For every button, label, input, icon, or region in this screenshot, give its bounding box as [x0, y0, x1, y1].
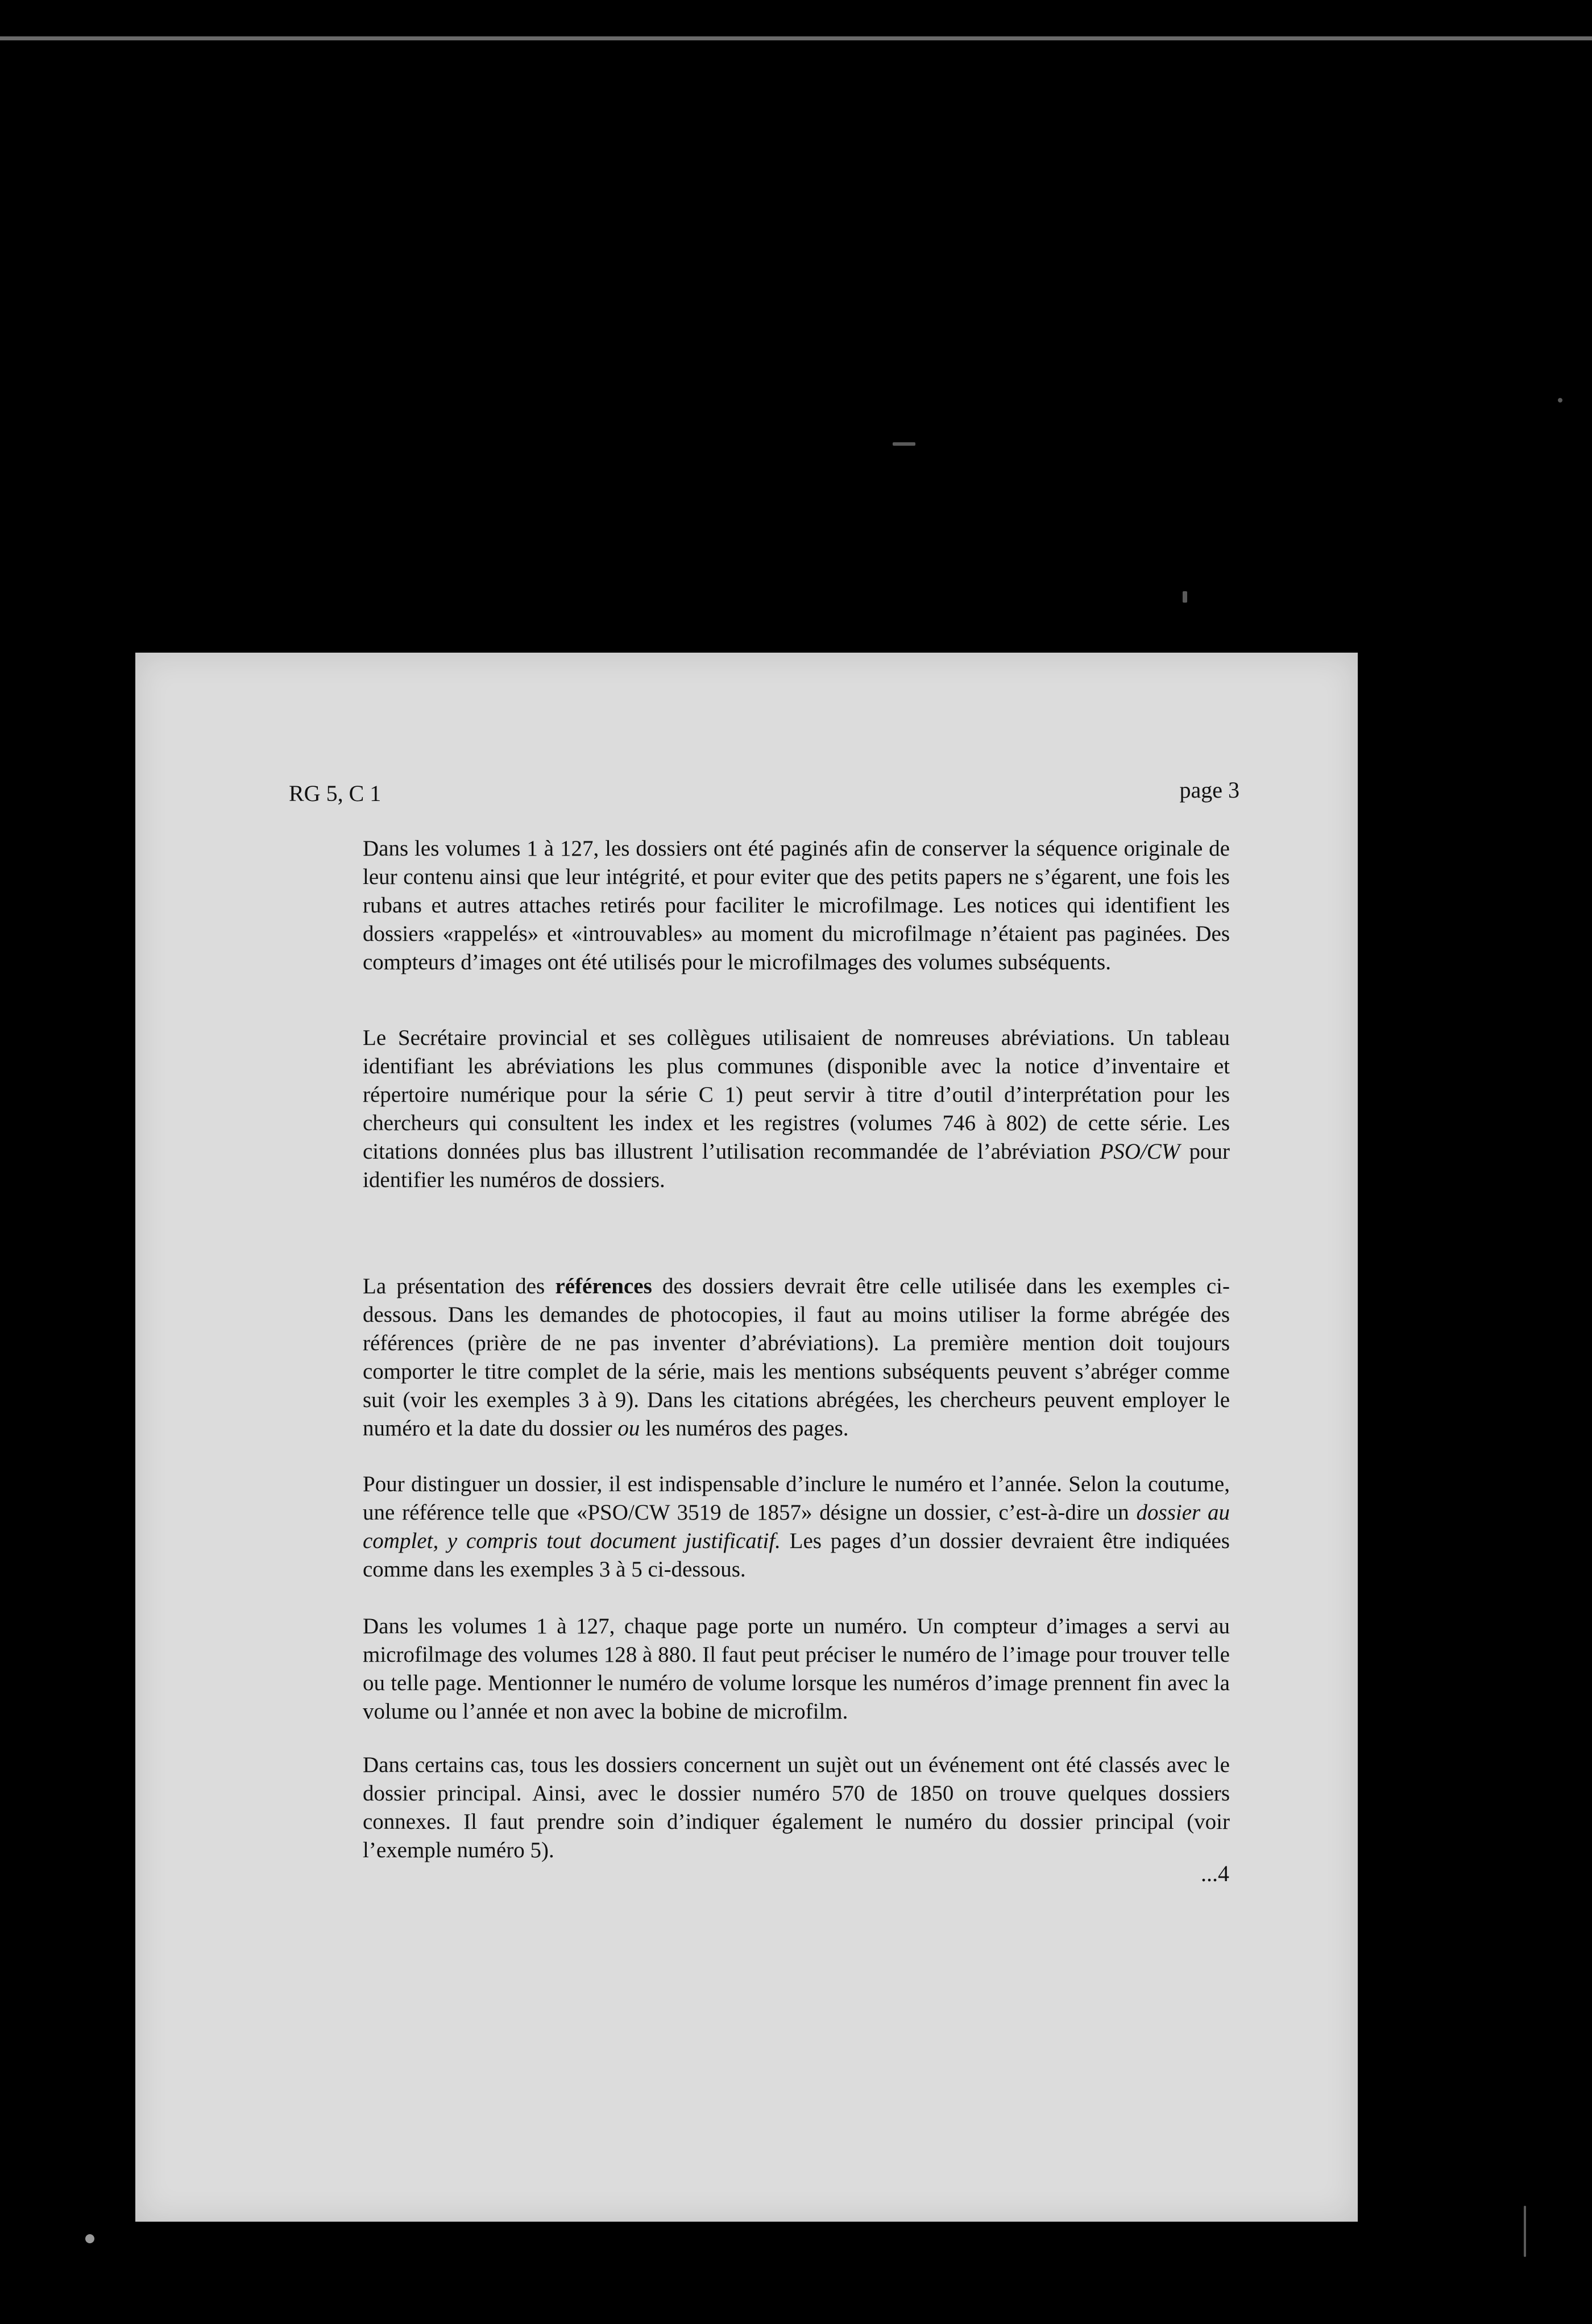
- paragraph-pagination: Dans les volumes 1 à 127, les dossiers ont été paginés afin de conserver la séquence originale de leur contenu ainsi que leur intégrité, et pour eviter que des petits papers ne s’égarent, une fois les rubans et autres attaches retirés pour faciliter le microfilmage. Les notices qui identifient les dossiers «rappelés» et «introuvables» au moment du microfilmage n’étaient pas paginées. Des compteurs d’images ont été utilisés pour le microfilmages des volumes subséquents.: [363, 836, 1230, 974]
- paragraph-related-dossiers: Dans certains cas, tous les dossiers concernent un sujèt out un événement ont été classés avec le dossier principal. Ainsi, avec le dossier numéro 570 de 1850 on trouve quelques dossiers connexes. Il faut prendre soin d’indiquer également le numéro du dossier principal (voir l’exemple numéro 5).: [363, 1753, 1230, 1862]
- page-number: page 3: [1179, 777, 1239, 803]
- paragraph-text: Le Secrétaire provincial et ses collègues utilisaient de nomreuses abréviations. Un tableau identifiant les abréviations les plus communes (disponible avec la notice d’inventaire et répertoire numérique pour la série C 1) peut servir à titre d’outil d’interprétation pour les chercheurs qui consultent les index et les registres (volumes 746 à 802) de cette série. Les citations données plus bas illustrent l’utilisation recommandée de l’abréviation: [363, 1026, 1230, 1164]
- film-speck: [1524, 2206, 1526, 2257]
- series-reference: RG 5, C 1: [289, 781, 382, 806]
- paragraph-references: [363, 1272, 1230, 1443]
- film-speck: [1183, 591, 1187, 603]
- document-page: [135, 653, 1358, 2222]
- film-speck: [893, 442, 915, 446]
- paragraph-page-numbers: Dans les volumes 1 à 127, chaque page porte un numéro. Un compteur d’images a servi au microfilmage des volumes 128 à 880. Il faut peut préciser le numéro de l’image pour trouver telle ou telle page. Mentionner le numéro de volume lorsque les numéros d’image prennent fin avec la volume ou l’année et non avec la bobine de microfilm.: [363, 1614, 1230, 1724]
- paragraph-text: Pour distinguer un dossier, il est indispensable d’inclure le numéro et l’année. Selon la coutume, une référence telle que «PSO/CW 3519 de 1857» désigne un dossier, c’est-à-dire un: [363, 1472, 1230, 1525]
- paragraph-abbreviations: [363, 1024, 1230, 1194]
- film-edge-rule: [0, 36, 1592, 40]
- paragraph-text: des dossiers devrait être celle utilisée dans les exemples ci-dessous. Dans les demandes de photocopies, il faut au moins utiliser la forme abrégée des références (prière de ne pas inventer d’abréviations). La première mention doit toujours comporter le titre complet de la série, mais les mentions subséquents peuvent s’abréger comme suit (voir les exemples 3 à 9). Dans les citations abrégées, les chercheurs peuvent employer le numéro et la date du dossier: [363, 1274, 1230, 1441]
- continued-marker: ...4: [1201, 1861, 1229, 1886]
- paragraph-text: les numéros des pages.: [640, 1416, 849, 1441]
- paragraph-text: pour identifier les numéros de dossiers.: [363, 1139, 1230, 1192]
- dossier-emphasis: dossier au complet, y compris tout document justificatif.: [363, 1500, 1230, 1553]
- film-speck: [85, 2234, 94, 2243]
- paragraph-distinguish-dossier: [363, 1470, 1230, 1584]
- paragraph-text: La présentation des: [363, 1274, 555, 1298]
- abbreviation-emphasis: PSO/CW: [1100, 1139, 1180, 1164]
- references-emphasis: références: [555, 1274, 652, 1298]
- paragraph-text: Les pages d’un dossier devraient être indiquées comme dans les exemples 3 à 5 ci-dessous.: [363, 1529, 1230, 1582]
- film-speck: [1558, 398, 1562, 402]
- or-emphasis: ou: [617, 1416, 640, 1441]
